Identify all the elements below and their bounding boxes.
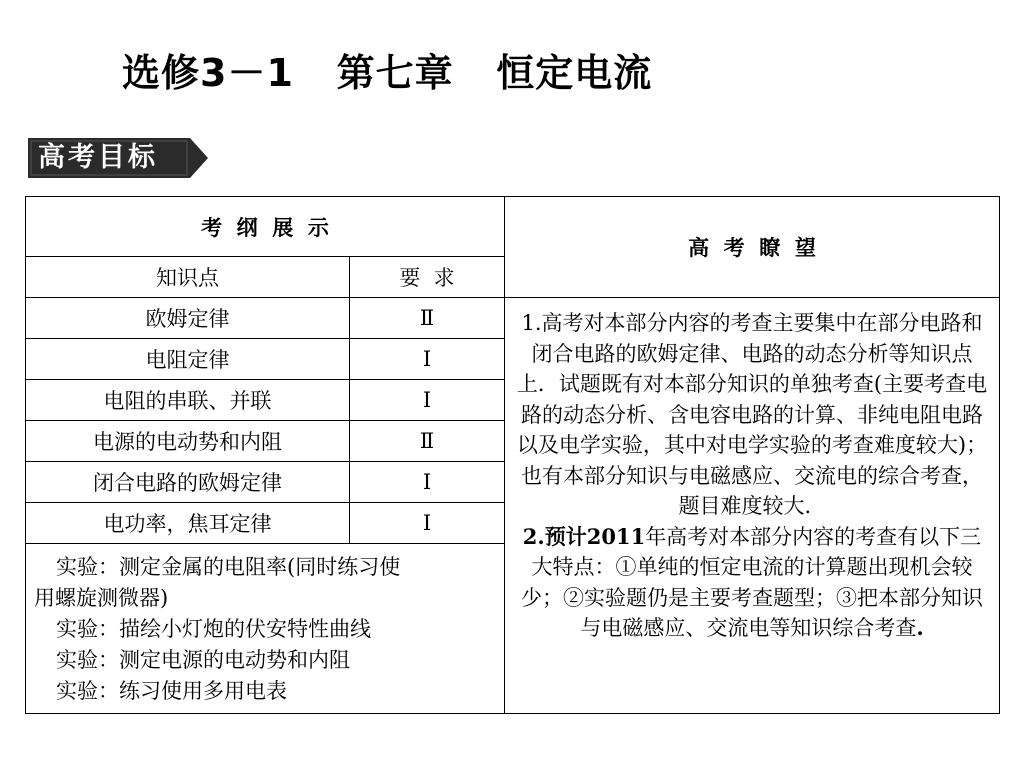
experiment-item: 实验：练习使用多用电表 (56, 679, 287, 703)
topic-cell: 电功率，焦耳定律 (26, 503, 350, 544)
page-title: 选修3－1 第七章 恒定电流 (122, 51, 653, 95)
level-cell: Ⅰ (350, 380, 505, 421)
outlook-cell (505, 298, 1000, 714)
exam-goals-table (25, 196, 1000, 714)
level-cell: Ⅱ (350, 298, 505, 339)
experiment-item: 用螺旋测微器) (34, 586, 169, 610)
level-cell: Ⅱ (350, 421, 505, 462)
topic-cell: 电源的电动势和内阻 (26, 421, 350, 462)
outlook-2-text: 年高考对本部分内容的考查有以下三大特点：①单纯的恒定电流的计算题出现机会较少；②实验题仍是主要考查题型；③把本部分知识与电磁感应、交流电等知识综合考查 (521, 524, 983, 640)
outlook-2-number: 2. (522, 523, 545, 549)
outlook-2-end: . (916, 615, 924, 640)
requirement-column-header: 要 求 (350, 257, 505, 298)
outlook-point-1: 1.高考对本部分内容的考查主要集中在部分电路和闭合电路的欧姆定律、电路的动态分析等知识点上．试题既有对本部分知识的单独考查(主要考查电路的动态分析、含电容电路的计算、非纯电阻电路以及电学实验，其中对电学实验的考查难度较大)；也有本部分知识与电磁感应、交流电的综合考查，题目难度较大． (516, 311, 988, 518)
badge-label: 高考目标 (38, 142, 158, 173)
outlook-2-pre-year: 预计 (544, 523, 587, 549)
outlook-point-2 (515, 522, 989, 644)
table-row (26, 298, 1000, 339)
topic-cell: 电阻的串联、并联 (26, 380, 350, 421)
section-badge (28, 138, 208, 178)
experiment-item: 实验：测定金属的电阻率(同时练习使 (56, 555, 401, 579)
level-cell: Ⅰ (350, 503, 505, 544)
topic-cell: 闭合电路的欧姆定律 (26, 462, 350, 503)
level-cell: Ⅰ (350, 462, 505, 503)
topic-cell: 欧姆定律 (26, 298, 350, 339)
syllabus-header: 考 纲 展 示 (26, 197, 505, 257)
outlook-2-year: 2011 (586, 523, 646, 549)
outlook-header: 高 考 瞭 望 (505, 197, 1000, 298)
experiments-cell (26, 544, 505, 714)
experiment-item: 实验：描绘小灯炮的伏安特性曲线 (56, 617, 371, 641)
experiment-item: 实验：测定电源的电动势和内阻 (56, 648, 350, 672)
topic-cell: 电阻定律 (26, 339, 350, 380)
level-cell: Ⅰ (350, 339, 505, 380)
knowledge-column-header: 知识点 (26, 257, 350, 298)
